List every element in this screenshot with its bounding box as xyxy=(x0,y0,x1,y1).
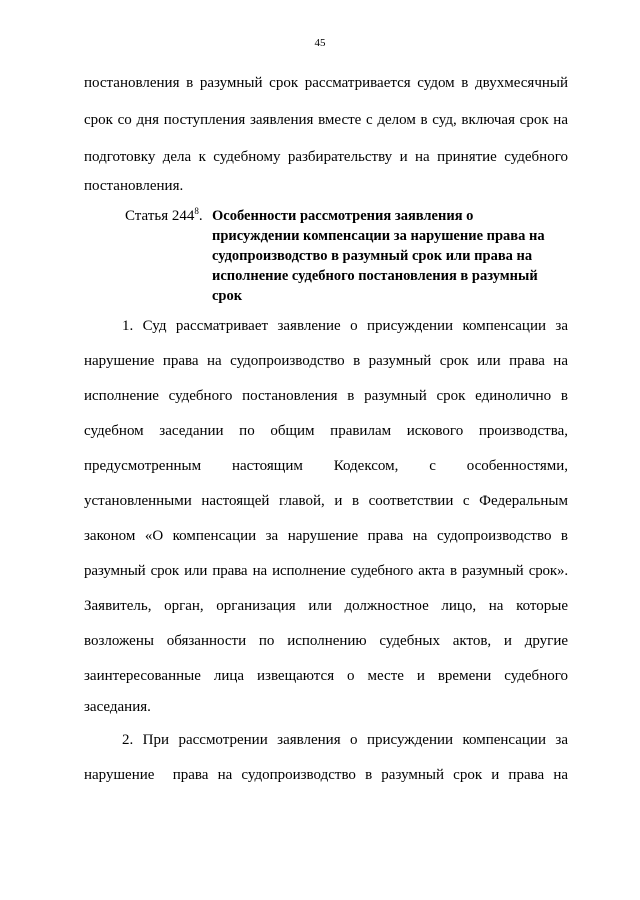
paragraph-1-line: установленными настоящей главой, и в соответствии с Федеральным xyxy=(84,493,568,509)
intro-line: срок со дня поступления заявления вместе с делом в суд, включая срок на xyxy=(84,112,568,128)
article-title-line: срок xyxy=(212,288,243,304)
paragraph-1-line: заинтересованные лица извещаются о месте и времени судебного xyxy=(84,668,568,684)
paragraph-1-line: нарушение права на судопроизводство в разумный срок или права на xyxy=(84,353,568,369)
paragraph-2-line: нарушение права на судопроизводство в разумный срок и права на xyxy=(84,767,568,783)
article-title-line: присуждении компенсации за нарушение права на xyxy=(212,228,545,244)
paragraph-2-line: 2. При рассмотрении заявления о присуждении компенсации за xyxy=(122,732,568,748)
paragraph-1-line: Заявитель, орган, организация или должностное лицо, на которые xyxy=(84,598,568,614)
intro-line: подготовку дела к судебному разбирательству и на принятие судебного xyxy=(84,149,568,165)
article-title-line: Особенности рассмотрения заявления о xyxy=(212,208,474,224)
article-label-suffix: . xyxy=(198,208,203,224)
article-title xyxy=(212,206,568,306)
article-title-line: судопроизводство в разумный срок или права на xyxy=(212,248,533,264)
paragraph-1-line: судебном заседании по общим правилам искового производства, xyxy=(84,423,568,439)
article-number: Статья 244 xyxy=(125,208,195,224)
paragraph-1-line: 1. Суд рассматривает заявление о присуждении компенсации за xyxy=(122,318,568,334)
paragraph-1-line: разумный срок или права на исполнение судебного акта в разумный срок». xyxy=(84,563,568,579)
page-number: 45 xyxy=(314,37,326,49)
intro-line: постановления. xyxy=(84,178,184,194)
article-title-line: исполнение судебного постановления в разумный xyxy=(212,268,538,284)
paragraph-1-line: заседания. xyxy=(84,699,151,715)
article-label xyxy=(125,206,203,226)
paragraph-1-line: исполнение судебного постановления в разумный срок единолично в xyxy=(84,388,568,404)
paragraph-1-line: законом «О компенсации за нарушение права на судопроизводство в xyxy=(84,528,568,544)
paragraph-1-line: предусмотренным настоящим Кодексом, с особенностями, xyxy=(84,458,568,474)
intro-line: постановления в разумный срок рассматривается судом в двухмесячный xyxy=(84,75,568,91)
article-superscript: 8 xyxy=(194,206,199,216)
paragraph-1-line: возложены обязанности по исполнению судебных актов, и другие xyxy=(84,633,568,649)
